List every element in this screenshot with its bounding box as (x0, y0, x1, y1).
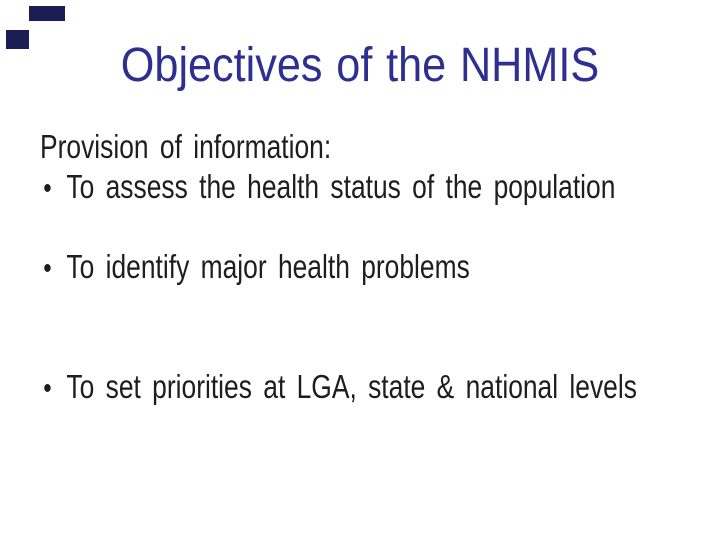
bullet-marker: • (43, 252, 52, 285)
template-corner-bar-decoration (29, 6, 65, 21)
template-corner-square-decoration (6, 30, 29, 49)
bullet-marker: • (43, 172, 52, 205)
intro-text: Provision of information: (40, 128, 332, 165)
bullet-item (40, 367, 637, 407)
bullet-item (40, 167, 615, 207)
bullet-marker: • (43, 372, 52, 405)
slide-title: Objectives of the NHMIS (120, 39, 600, 92)
bullet-text: To identify major health problems (66, 248, 470, 285)
bullet-text: To assess the health status of the population (66, 168, 616, 205)
bullet-item (40, 247, 470, 287)
bullet-text: To set priorities at LGA, state & national levels (66, 368, 637, 405)
